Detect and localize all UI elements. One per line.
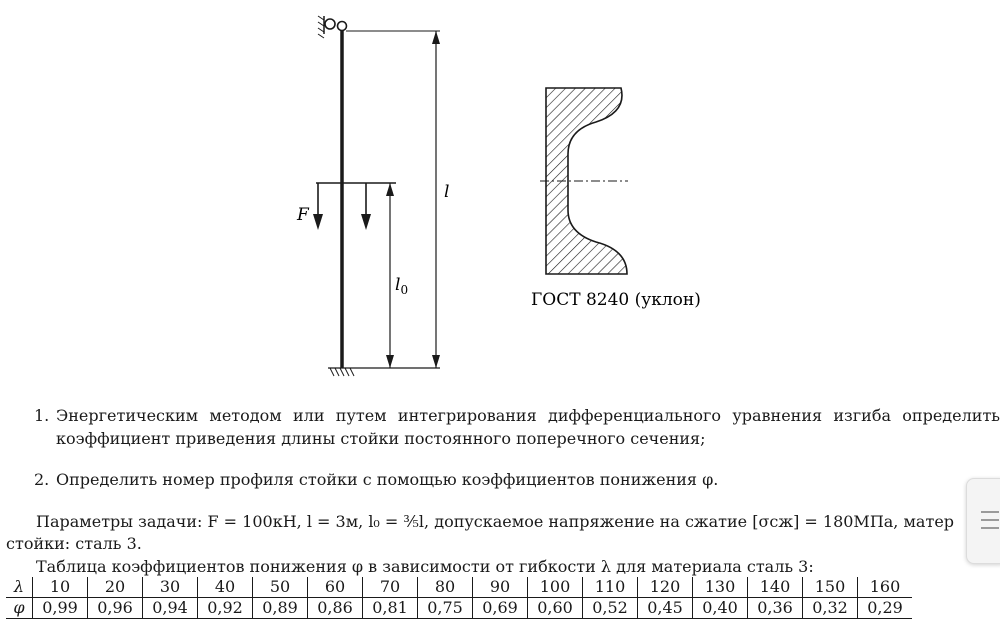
lambda-cell: 40 (198, 577, 253, 598)
task-text: Определить номер профиля стойки с помощью коэффициентов понижения φ. (56, 470, 719, 489)
force-arrows (313, 183, 396, 230)
force-label: F (297, 205, 309, 225)
lambda-cell: 160 (858, 577, 913, 598)
lambda-cell: 80 (418, 577, 473, 598)
phi-cell: 0,69 (473, 598, 528, 619)
phi-cell: 0,40 (693, 598, 748, 619)
table-caption: Таблица коэффициентов понижения φ в зависимости от гибкости λ для материала сталь 3: (36, 557, 814, 576)
phi-cell: 0,29 (858, 598, 913, 619)
dimension-l (432, 31, 440, 368)
length0-label: $l_0$ (395, 275, 409, 297)
params-line-2: стойки: сталь 3. (6, 534, 142, 553)
phi-cell: 0,92 (198, 598, 253, 619)
phi-cell: 0,86 (308, 598, 363, 619)
dimension-l0 (386, 183, 394, 368)
lambda-cell: 130 (693, 577, 748, 598)
lambda-cell: 100 (528, 577, 583, 598)
lambda-cell: 20 (88, 577, 143, 598)
lambda-cell: 30 (143, 577, 198, 598)
lambda-row (6, 577, 912, 598)
phi-cell: 0,96 (88, 598, 143, 619)
lambda-cell: 110 (583, 577, 638, 598)
lambda-cell: 140 (748, 577, 803, 598)
profile-caption: ГОСТ 8240 (уклон) (531, 290, 701, 310)
menu-lines-icon (981, 511, 999, 513)
lambda-cell: 70 (363, 577, 418, 598)
lambda-cell: 10 (33, 577, 88, 598)
phi-cell: 0,89 (253, 598, 308, 619)
params-line-1: Параметры задачи: F = 100кН, l = 3м, l₀ = ³⁄₅l, допускаемое напряжение на сжатие [σсж] = 180МПа, матер (36, 512, 955, 531)
phi-cell: 0,81 (363, 598, 418, 619)
phi-cell: 0,75 (418, 598, 473, 619)
lambda-cell: 150 (803, 577, 858, 598)
channel-profile (540, 88, 628, 274)
phi-cell: 0,60 (528, 598, 583, 619)
lambda-cell: 120 (638, 577, 693, 598)
row-header-lambda: λ (6, 577, 33, 598)
side-menu-handle[interactable] (966, 478, 1000, 564)
task-number: 1. (34, 406, 50, 425)
lambda-cell: 50 (253, 577, 308, 598)
task-item-2 (34, 468, 994, 492)
phi-cell: 0,36 (748, 598, 803, 619)
menu-lines-icon (981, 519, 999, 521)
task-item-1 (34, 404, 1000, 452)
phi-cell: 0,94 (143, 598, 198, 619)
task-text: Энергетическим методом или путем интегрирования дифференциального уравнения изгиба определить коэффициент приведения длины стойки постоянного поперечного сечения; (56, 406, 1000, 448)
phi-cell: 0,45 (638, 598, 693, 619)
phi-row (6, 598, 912, 619)
coefficient-table (6, 577, 912, 619)
phi-cell: 0,99 (33, 598, 88, 619)
task-number: 2. (34, 470, 50, 489)
phi-cell: 0,32 (803, 598, 858, 619)
length-label: l (444, 182, 450, 202)
lambda-cell: 60 (308, 577, 363, 598)
phi-cell: 0,52 (583, 598, 638, 619)
menu-lines-icon (981, 527, 999, 529)
row-header-phi: φ (6, 598, 33, 619)
lambda-cell: 90 (473, 577, 528, 598)
fixed-base-support (328, 368, 440, 376)
